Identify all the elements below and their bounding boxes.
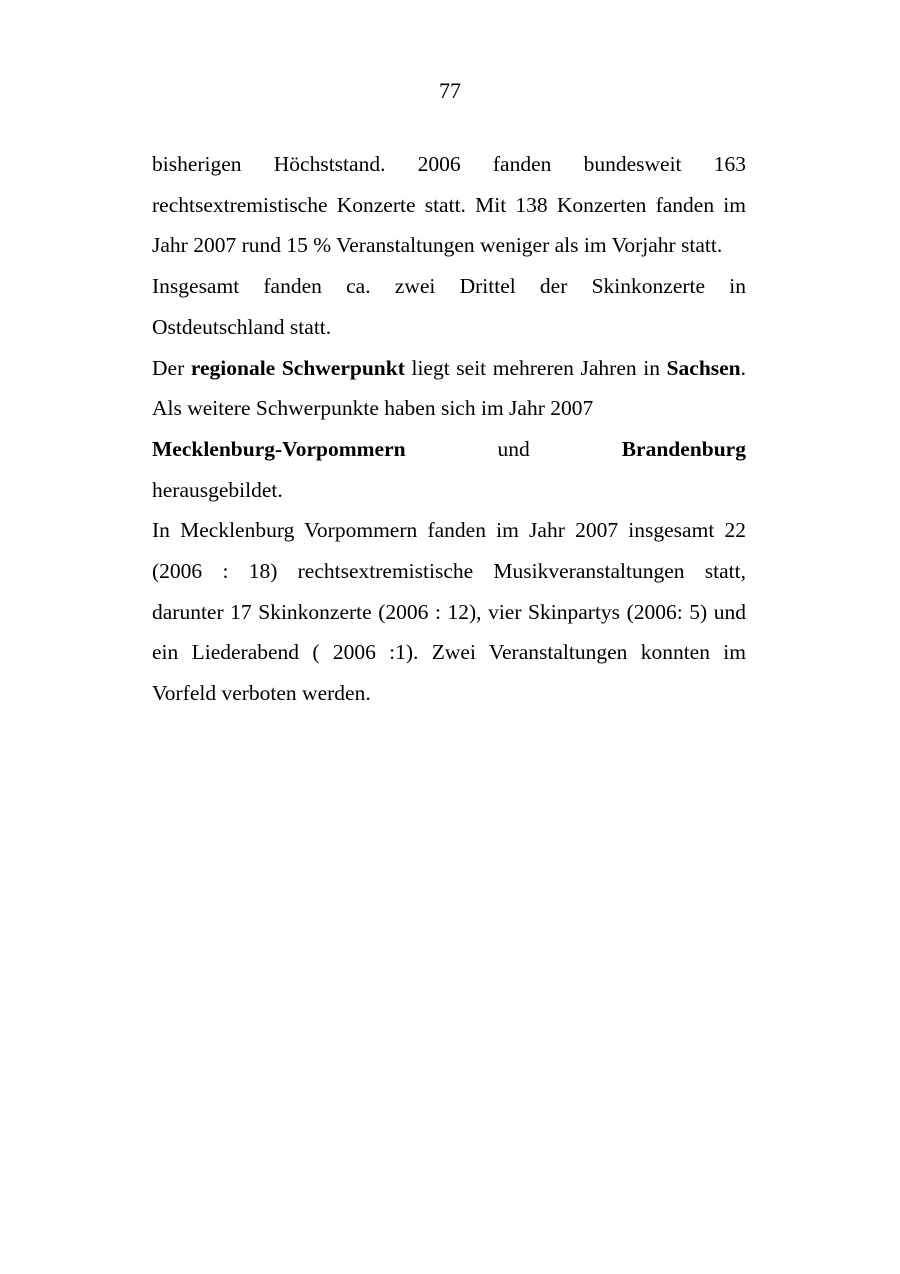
paragraph-concert-statistics: bisherigen Höchststand. 2006 fanden bundesweit 163 rechtsextremistische Konzerte statt. Mit 138 Konzerten fanden im Jahr 2007 rund 15 % Veranstaltungen weniger als im Vorjahr statt. xyxy=(152,152,746,258)
body-text xyxy=(152,144,746,714)
text-segment: und xyxy=(497,436,530,461)
paragraph-east-germany-share: Insgesamt fanden ca. zwei Drittel der Skinkonzerte in Ostdeutschland statt. xyxy=(152,274,746,339)
text-segment: liegt seit mehreren Jahren in xyxy=(404,355,667,380)
page-number: 77 xyxy=(439,78,461,103)
spread-line xyxy=(152,429,746,470)
bold-regional-focus: regionale Schwerpunkt xyxy=(190,355,405,380)
bold-saxony: Sachsen xyxy=(666,355,741,380)
text-segment: herausgebildet. xyxy=(152,477,283,502)
text-segment: . Als weitere Schwerpunkte haben sich im Jahr 2007 xyxy=(152,355,747,421)
bold-brandenburg: Brandenburg xyxy=(621,436,746,461)
paragraph-regional-focus xyxy=(152,348,746,511)
text-segment: Der xyxy=(152,355,191,380)
paragraph-mv-events: In Mecklenburg Vorpommern fanden im Jahr 2007 insgesamt 22 (2006 : 18) rechtsextremistische Musikveranstaltungen statt, darunter 17 Skinkonzerte (2006 : 12), vier Skinpartys (2006: 5) und ein Liederabend ( 2006 :1). Zwei Veranstaltungen konnten im Vorfeld verboten werden. xyxy=(152,518,746,706)
bold-mecklenburg-vorpommern: Mecklenburg-Vorpommern xyxy=(152,436,406,461)
